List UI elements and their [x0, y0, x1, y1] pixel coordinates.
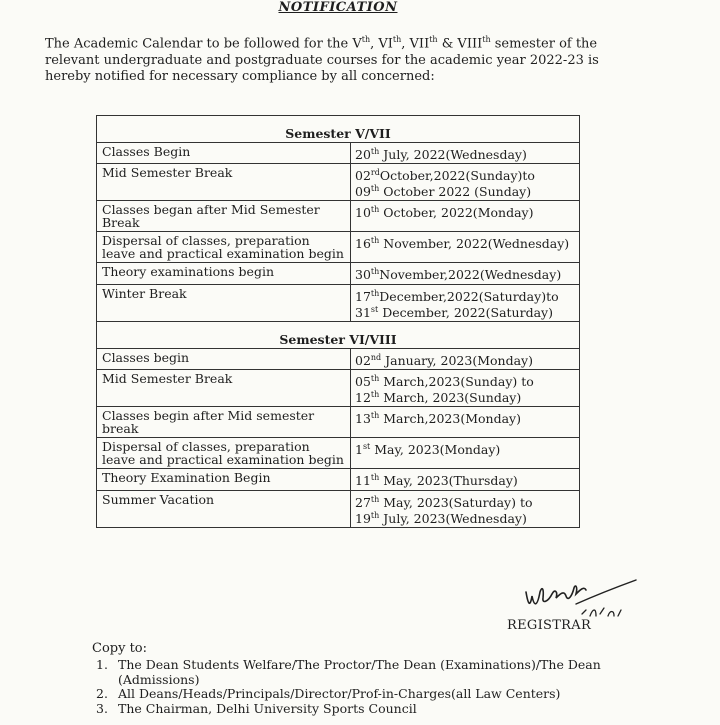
semester-heading-row [97, 116, 580, 143]
date-day: 11 [355, 473, 371, 489]
date-cell [351, 469, 580, 490]
date-line [355, 471, 574, 487]
event-cell: Dispersal of classes, preparation leave and practical examination begin [97, 438, 351, 469]
calendar-row [97, 348, 580, 369]
intro-sup-3: th [429, 35, 438, 44]
date-day: 16 [355, 236, 371, 252]
copy-to-list [96, 658, 656, 716]
date-ordinal: st [362, 442, 371, 452]
date-ordinal: st [370, 304, 379, 314]
date-cell [351, 348, 580, 369]
date-rest: October, 2022(Monday) [379, 205, 534, 221]
date-rest: May, 2023(Thursday) [379, 473, 518, 489]
date-day: 17 [355, 288, 371, 304]
intro-sup-2: th [392, 35, 402, 44]
intro-text-4: & VIII [437, 36, 483, 52]
copy-item-text: All Deans/Heads/Principals/Director/Prof-in-Charges(all Law Centers) [118, 686, 561, 701]
calendar-row [97, 407, 580, 438]
date-line [355, 287, 574, 303]
date-day: 09 [355, 184, 371, 200]
date-ordinal: th [370, 494, 380, 504]
calendar-row [97, 143, 580, 164]
date-cell [351, 407, 580, 438]
intro-text-3: , VII [401, 36, 430, 52]
date-ordinal: th [370, 473, 380, 483]
date-ordinal: th [370, 390, 380, 400]
event-cell: Classes begin [97, 348, 351, 369]
registrar-signature [514, 574, 654, 624]
notification-title: NOTIFICATION [278, 0, 398, 15]
date-rest: November, 2022(Wednesday) [379, 236, 570, 252]
date-rest: March, 2023(Sunday) [379, 390, 522, 406]
date-day: 19 [355, 510, 371, 526]
date-line [355, 234, 574, 250]
calendar-row [97, 201, 580, 232]
date-ordinal: th [370, 510, 380, 520]
date-ordinal: th [370, 267, 380, 277]
date-cell [351, 232, 580, 263]
date-day: 31 [355, 304, 371, 320]
event-cell: Winter Break [97, 284, 351, 321]
date-day: 02 [355, 168, 371, 184]
calendar-row [97, 490, 580, 527]
date-day: 10 [355, 205, 371, 221]
copy-list-item [96, 658, 656, 687]
date-ordinal: th [370, 147, 380, 156]
copy-list-item [96, 702, 656, 717]
date-line [355, 203, 574, 219]
copy-item-text: The Chairman, Delhi University Sports Council [118, 700, 417, 716]
date-rest: March,2023(Monday) [379, 411, 521, 427]
event-cell: Theory Examination Begin [97, 469, 351, 490]
intro-paragraph [45, 32, 645, 86]
date-line [355, 351, 574, 367]
event-cell: Mid Semester Break [97, 164, 351, 201]
date-rest: December, 2022(Saturday) [378, 304, 553, 320]
semester-title: Semester V/VII [97, 116, 580, 143]
intro-text-2: , VI [370, 36, 393, 52]
date-ordinal: nd [370, 352, 382, 362]
date-cell [351, 164, 580, 201]
date-day: 12 [355, 390, 371, 406]
date-line [355, 388, 574, 404]
date-line [355, 182, 574, 198]
event-cell: Classes begin after Mid semester break [97, 407, 351, 438]
academic-calendar-table [96, 115, 580, 528]
calendar-row [97, 232, 580, 263]
date-day: 13 [355, 411, 371, 427]
date-rest: July, 2022(Wednesday) [379, 147, 527, 163]
date-rest: October 2022 (Sunday) [379, 184, 532, 200]
date-cell [351, 263, 580, 284]
date-line [355, 166, 574, 182]
date-ordinal: th [370, 184, 380, 194]
date-line [355, 372, 574, 388]
date-rest: October,2022(Sunday)to [379, 168, 535, 184]
date-day: 05 [355, 374, 371, 390]
event-cell: Theory examinations begin [97, 263, 351, 284]
intro-text-1: The Academic Calendar to be followed for the V [45, 36, 362, 52]
event-cell: Classes began after Mid Semester Break [97, 201, 351, 232]
intro-text-5: semester of the relevant undergraduate and postgraduate courses for the academic year 2022-23 is hereby notified for necessary compliance by all concerned: [45, 36, 599, 85]
event-cell: Classes Begin [97, 143, 351, 164]
calendar-row [97, 469, 580, 490]
date-ordinal: th [370, 236, 380, 246]
date-day: 27 [355, 494, 371, 510]
date-ordinal: th [370, 411, 380, 421]
date-rest: May, 2023(Monday) [370, 442, 501, 458]
date-line [355, 303, 574, 319]
calendar-row [97, 370, 580, 407]
semester-heading-row [97, 321, 580, 348]
date-rest: January, 2023(Monday) [381, 353, 533, 369]
date-cell [351, 143, 580, 164]
event-cell: Dispersal of classes, preparation leave and practical examination begin [97, 232, 351, 263]
intro-sup-1: th [361, 35, 371, 44]
registrar-designation: REGISTRAR [507, 618, 592, 633]
calendar-row [97, 263, 580, 284]
date-rest: July, 2023(Wednesday) [379, 510, 527, 526]
copy-item-number: 3. [96, 700, 108, 716]
copy-to-label: Copy to: [92, 641, 148, 656]
date-rest: December,2022(Saturday)to [379, 288, 559, 304]
date-line [355, 265, 574, 281]
calendar-row [97, 438, 580, 469]
date-cell [351, 490, 580, 527]
copy-item-number: 2. [96, 686, 108, 701]
calendar-row [97, 164, 580, 201]
date-cell [351, 438, 580, 469]
date-line [355, 145, 574, 161]
copy-list-item [96, 687, 656, 702]
date-ordinal: th [370, 205, 380, 215]
date-rest: March,2023(Sunday) to [379, 374, 534, 390]
date-day: 30 [355, 267, 371, 283]
date-ordinal: rd [370, 168, 380, 178]
date-cell [351, 284, 580, 321]
date-day: 1 [355, 442, 363, 458]
date-day: 20 [355, 147, 371, 163]
copy-item-number: 1. [96, 657, 108, 672]
event-cell: Summer Vacation [97, 490, 351, 527]
date-day: 02 [355, 353, 371, 369]
date-line [355, 440, 574, 456]
date-rest: November,2022(Wednesday) [379, 267, 562, 283]
event-cell: Mid Semester Break [97, 370, 351, 407]
date-line [355, 409, 574, 425]
date-ordinal: th [370, 288, 380, 298]
date-ordinal: th [370, 374, 380, 384]
semester-title: Semester VI/VIII [97, 321, 580, 348]
calendar-table-body [97, 116, 580, 528]
calendar-row [97, 284, 580, 321]
date-line [355, 493, 574, 509]
intro-sup-4: th [482, 35, 491, 44]
copy-item-text: The Dean Students Welfare/The Proctor/The Dean (Examinations)/The Dean (Admissions) [118, 657, 601, 687]
date-rest: May, 2023(Saturday) to [379, 494, 533, 510]
date-cell [351, 201, 580, 232]
date-line [355, 509, 574, 525]
date-cell [351, 370, 580, 407]
